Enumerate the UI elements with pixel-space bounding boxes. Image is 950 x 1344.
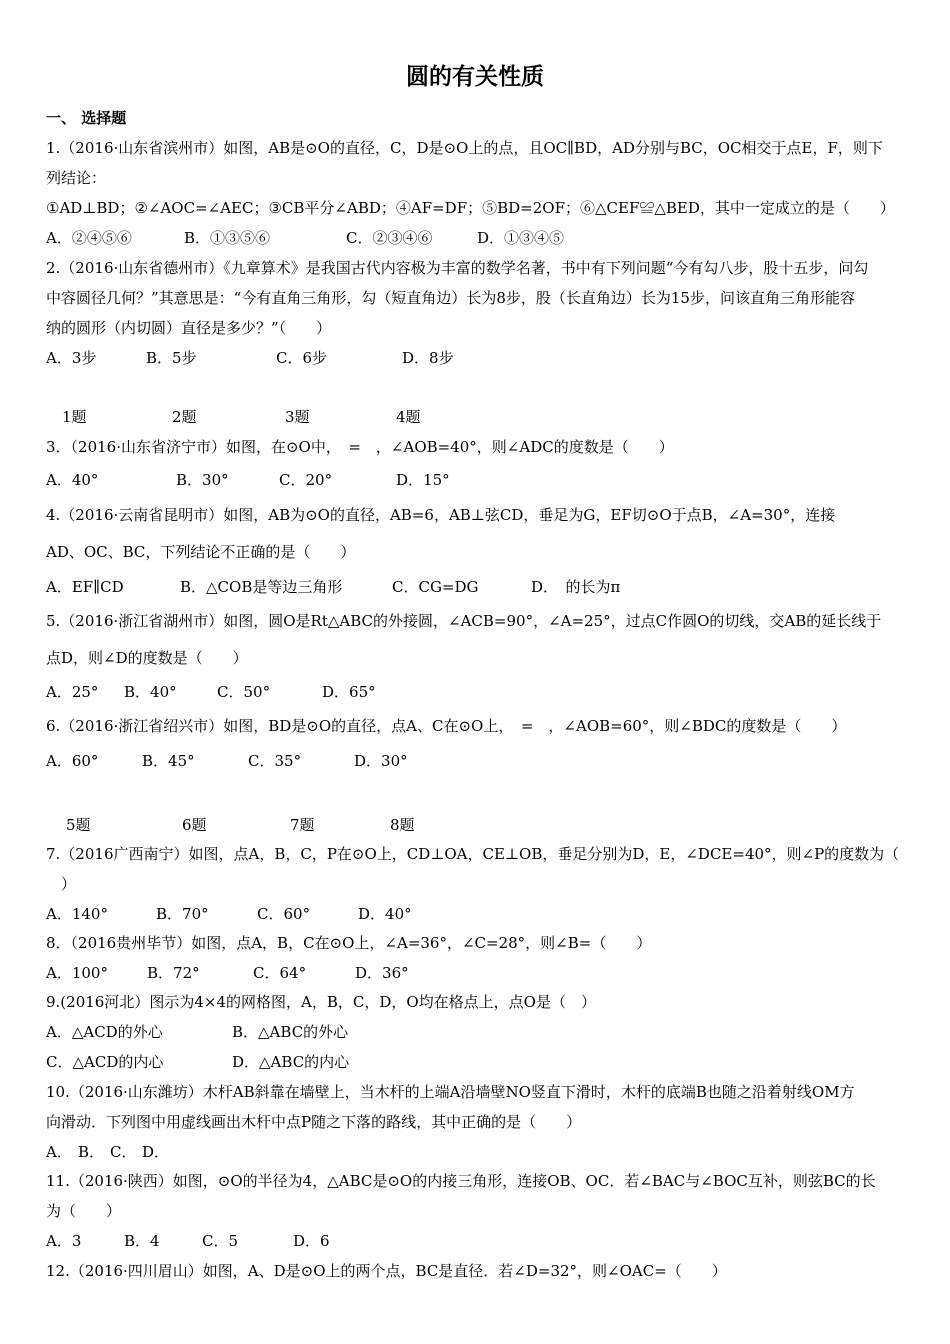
q6-option-c: C．35° xyxy=(248,752,302,770)
q6-option-b: B．45° xyxy=(142,752,195,770)
q2-line2: 中容圆径几何？”其意思是：“今有直角三角形，勾（短直角边）长为8步，股（长直角边）长为15步，问该直角三角形能容 xyxy=(46,289,855,307)
q11-option-c: C．5 xyxy=(202,1232,239,1250)
q4-option-c: C．CG=DG xyxy=(392,578,479,596)
section-heading: 一、 选择题 xyxy=(46,109,127,127)
q1-line1: 1.（2016·山东省滨州市）如图，AB是⊙O的直径，C，D是⊙O上的点，且OC∥BD，AD分别与BC，OC相交于点E，F，则下 xyxy=(46,139,883,157)
q8-line1: 8．（2016贵州毕节）如图，点A，B，C在⊙O上，∠A=36°，∠C=28°，则∠B=（ ） xyxy=(46,934,652,952)
q10-option-b: B． xyxy=(78,1143,105,1161)
q5-option-b: B．40° xyxy=(124,683,177,701)
q4-option-a: A．EF∥CD xyxy=(46,578,124,596)
figure-labels-row2 xyxy=(66,815,950,835)
q11-line2: 为（ ） xyxy=(46,1202,122,1220)
q11-line1: 11.（2016·陕西）如图，⊙O的半径为4，△ABC是⊙O的内接三角形，连接OB、OC．若∠BAC与∠BOC互补，则弦BC的长 xyxy=(46,1172,876,1190)
q5-line2: 点D，则∠D的度数是（ ） xyxy=(46,649,248,667)
q1-option-d: D．①③④⑤ xyxy=(477,229,565,247)
q11-options xyxy=(46,1231,931,1251)
q10-option-a: A． xyxy=(46,1143,72,1161)
q3-options xyxy=(46,470,931,490)
q8-option-c: C．64° xyxy=(253,964,307,982)
q2-option-d: D．8步 xyxy=(402,349,454,367)
q10-line1: 10.（2016·山东潍坊）木杆AB斜靠在墙壁上，当木杆的上端A沿墙壁NO竖直下滑时，木杆的底端B也随之沿着射线OM方 xyxy=(46,1083,855,1101)
q2-line1: 2.（2016·山东省德州市）《九章算术》是我国古代内容极为丰富的数学名著，书中有下列问题“今有勾八步，股十五步，问勾 xyxy=(46,259,869,277)
q4-line2: AD、OC、BC，下列结论不正确的是（ ） xyxy=(46,543,356,561)
q1-option-b: B．①③⑤⑥ xyxy=(184,229,271,247)
q9-options-row2 xyxy=(46,1052,931,1072)
q5-option-a: A．25° xyxy=(46,683,99,701)
figure-label-5: 5题 xyxy=(66,816,91,834)
q9-option-d: D．△ABC的内心 xyxy=(232,1053,350,1071)
q6-line1: 6.（2016·浙江省绍兴市）如图，BD是⊙O的直径，点A、C在⊙O上， = ，∠AOB=60°，则∠BDC的度数是（ ） xyxy=(46,717,847,735)
q8-option-d: D．36° xyxy=(355,964,409,982)
q7-line1: 7.（2016广西南宁）如图，点A，B，C，P在⊙O上，CD⊥OA，CE⊥OB，垂足分别为D，E，∠DCE=40°，则∠P的度数为（ xyxy=(46,845,900,863)
q5-option-c: C．50° xyxy=(217,683,271,701)
q1-options xyxy=(46,228,931,248)
q2-option-b: B．5步 xyxy=(146,349,197,367)
figure-label-6: 6题 xyxy=(182,816,207,834)
q5-line1: 5.（2016·浙江省湖州市）如图，圆O是Rt△ABC的外接圆，∠ACB=90°，∠A=25°，过点C作圆O的切线，交AB的延长线于 xyxy=(46,612,882,630)
q1-option-a: A．②④⑤⑥ xyxy=(46,229,132,247)
q2-option-c: C．6步 xyxy=(276,349,328,367)
q2-line3: 纳的圆形（内切圆）直径是多少？”（ ） xyxy=(46,319,332,337)
q5-options xyxy=(46,682,931,702)
figure-label-8: 8题 xyxy=(390,816,415,834)
q2-options xyxy=(46,348,931,368)
q8-option-a: A．100° xyxy=(46,964,108,982)
q8-option-b: B．72° xyxy=(147,964,200,982)
q1-line3: ①AD⊥BD；②∠AOC=∠AEC；③CB平分∠ABD；④AF=DF；⑤BD=2OF；⑥△CEF≌△BED，其中一定成立的是（ ） xyxy=(46,199,895,217)
q3-option-b: B．30° xyxy=(176,471,229,489)
q6-option-a: A．60° xyxy=(46,752,99,770)
q11-option-b: B．4 xyxy=(124,1232,160,1250)
q7-option-d: D．40° xyxy=(358,905,412,923)
q7-option-b: B．70° xyxy=(156,905,209,923)
q12-line1: 12.（2016·四川眉山）如图，A、D是⊙O上的两个点，BC是直径．若∠D=32°，则∠OAC=（ ） xyxy=(46,1262,727,1280)
q4-option-d: D． 的长为π xyxy=(531,578,621,596)
q11-option-d: D．6 xyxy=(293,1232,330,1250)
q1-option-c: C．②③④⑥ xyxy=(346,229,433,247)
figure-label-4: 4题 xyxy=(396,408,421,426)
q9-option-b: B．△ABC的外心 xyxy=(232,1023,349,1041)
q6-option-d: D．30° xyxy=(354,752,408,770)
q11-option-a: A．3 xyxy=(46,1232,82,1250)
q7-option-c: C．60° xyxy=(257,905,311,923)
q8-options xyxy=(46,963,931,983)
q3-line1: 3．（2016·山东省济宁市）如图，在⊙O中， = ，∠AOB=40°，则∠ADC的度数是（ ） xyxy=(46,438,674,456)
q7-line2: ） xyxy=(46,875,77,893)
q1-line2: 列结论： xyxy=(46,169,107,187)
q10-line2: 向滑动．下列图中用虚线画出木杆中点P随之下落的路线，其中正确的是（ ） xyxy=(46,1113,582,1131)
q2-option-a: A．3步 xyxy=(46,349,97,367)
q9-line1: 9.(2016河北）图示为4×4的网格图，A，B，C，D，O均在格点上，点O是（ ） xyxy=(46,993,596,1011)
q9-option-c: C．△ACD的内心 xyxy=(46,1053,164,1071)
q9-options-row1 xyxy=(46,1022,931,1042)
q3-option-d: D．15° xyxy=(396,471,450,489)
figure-label-7: 7题 xyxy=(290,816,315,834)
q3-option-a: A．40° xyxy=(46,471,99,489)
page-title: 圆的有关性质 xyxy=(406,64,544,90)
q5-option-d: D．65° xyxy=(322,683,376,701)
q10-options xyxy=(46,1142,931,1162)
q6-options xyxy=(46,751,931,771)
q7-option-a: A．140° xyxy=(46,905,108,923)
q9-option-a: A．△ACD的外心 xyxy=(46,1023,163,1041)
figure-label-3: 3题 xyxy=(285,408,310,426)
figure-label-2: 2题 xyxy=(172,408,197,426)
q3-option-c: C．20° xyxy=(279,471,333,489)
q4-options xyxy=(46,577,931,597)
q10-option-c: C． xyxy=(110,1143,137,1161)
q4-option-b: B．△COB是等边三角形 xyxy=(180,578,343,596)
q4-line1: 4.（2016·云南省昆明市）如图，AB为⊙O的直径，AB=6，AB⊥弦CD，垂足为G，EF切⊙O于点B，∠A=30°，连接 xyxy=(46,506,836,524)
figure-label-1: 1题 xyxy=(62,408,87,426)
q7-options xyxy=(46,904,931,924)
q10-option-d: D． xyxy=(142,1143,170,1161)
figure-labels-row1 xyxy=(62,407,947,427)
